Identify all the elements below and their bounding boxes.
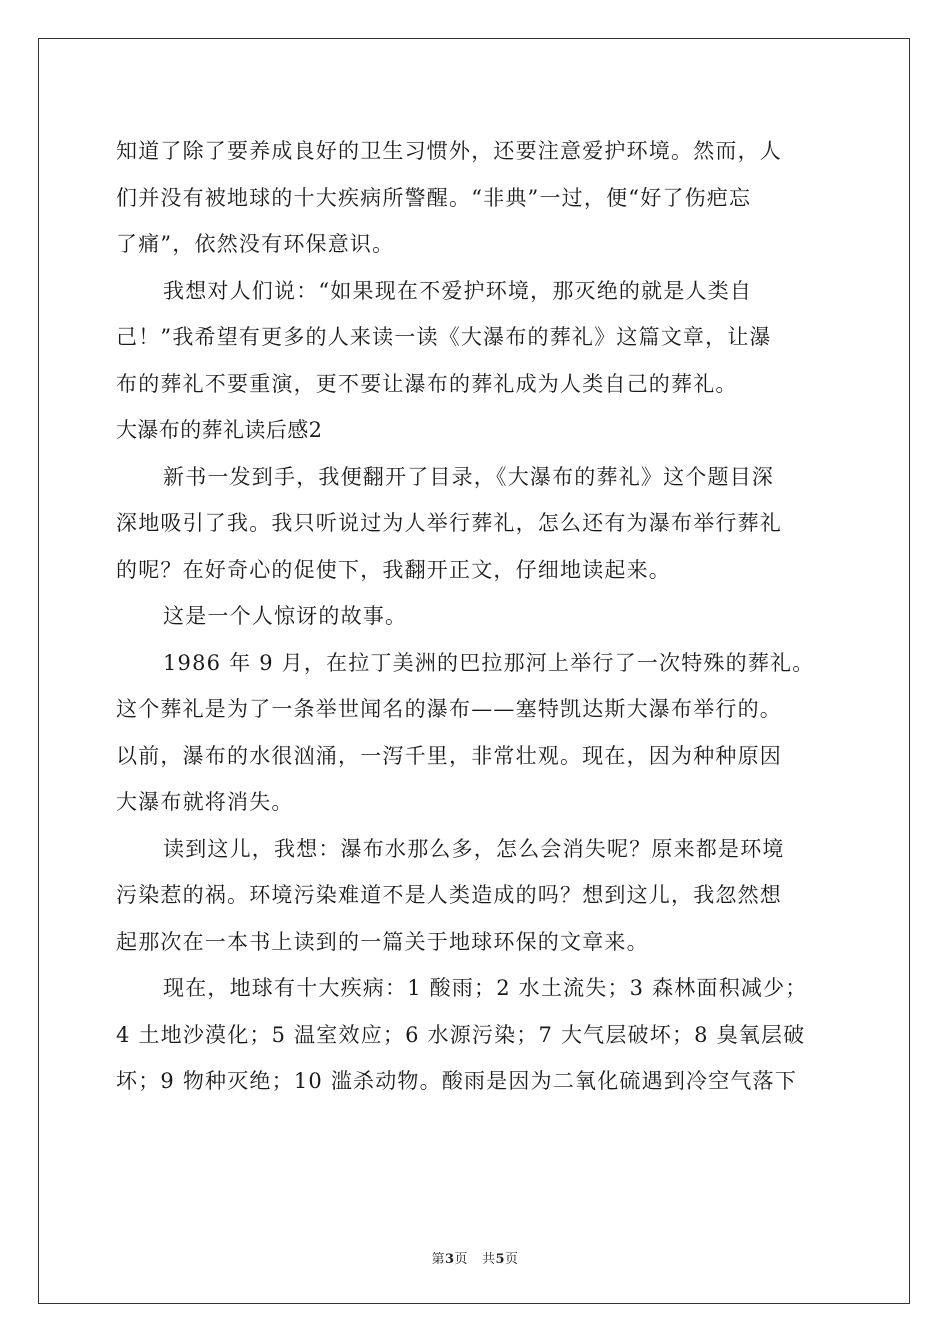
document-body	[116, 128, 856, 1105]
text-line: 深地吸引了我。我只听说过为人举行葬礼，怎么还有为瀑布举行葬礼	[116, 511, 782, 535]
text-line: 坏；9 物种灭绝；10 滥杀动物。酸雨是因为二氧化硫遇到冷空气落下	[116, 1069, 798, 1093]
total-prefix: 共	[481, 1252, 496, 1267]
text-line: 现在，地球有十大疾病：1 酸雨；2 水土流失；3 森林面积减少；	[163, 976, 808, 1000]
page-footer	[0, 1248, 950, 1267]
text-line: 1986 年 9 月，在拉丁美洲的巴拉那河上举行了一次特殊的葬礼。	[163, 650, 815, 675]
text-line: 了痛”，依然没有环保意识。	[116, 232, 395, 256]
text-line: 这个葬礼是为了一条举世闻名的瀑布——塞特凯达斯大瀑布举行的。	[116, 697, 782, 721]
total-page-number: 5	[495, 1252, 506, 1267]
text-line: 起那次在一本书上读到的一篇关于地球环保的文章来。	[116, 929, 649, 954]
section-heading: 大瀑布的葬礼读后感2	[116, 418, 323, 442]
text-line: 的呢？在好奇心的促使下，我翻开正文，仔细地读起来。	[116, 557, 671, 582]
text-line: 以前，瀑布的水很汹涌，一泻千里，非常壮观。现在，因为种种原因	[116, 743, 782, 768]
text-line: 4 土地沙漠化；5 温室效应；6 水源污染；7 大气层破坏；8 臭氧层破	[116, 1022, 806, 1047]
current-page-number: 3	[444, 1252, 455, 1267]
text-line: 们并没有被地球的十大疾病所警醒。“非典”一过，便“好了伤疤忘	[116, 185, 752, 210]
total-suffix: 页	[505, 1252, 519, 1267]
text-line: 污染惹的祸。环境污染难道不是人类造成的吗？想到这儿，我忽然想	[116, 883, 782, 907]
text-line: 己！”我希望有更多的人来读一读《大瀑布的葬礼》这篇文章，让瀑	[116, 325, 772, 349]
text-line: 我想对人们说：“如果现在不爱护环境，那灭绝的就是人类自	[163, 278, 753, 303]
text-line: 知道了除了要养成良好的卫生习惯外，还要注意爱护环境。然而，人	[116, 139, 782, 163]
text-line: 读到这儿，我想：瀑布水那么多，怎么会消失呢？原来都是环境	[163, 836, 785, 861]
text-line: 新书一发到手，我便翻开了目录，《大瀑布的葬礼》这个题目深	[163, 464, 775, 489]
text-line: 这是一个人惊讶的故事。	[163, 604, 408, 628]
page-prefix: 第	[431, 1252, 445, 1267]
text-line: 布的葬礼不要重演，更不要让瀑布的葬礼成为人类自己的葬礼。	[116, 371, 738, 396]
text-line: 大瀑布就将消失。	[116, 790, 294, 814]
page-suffix: 页	[454, 1252, 469, 1267]
